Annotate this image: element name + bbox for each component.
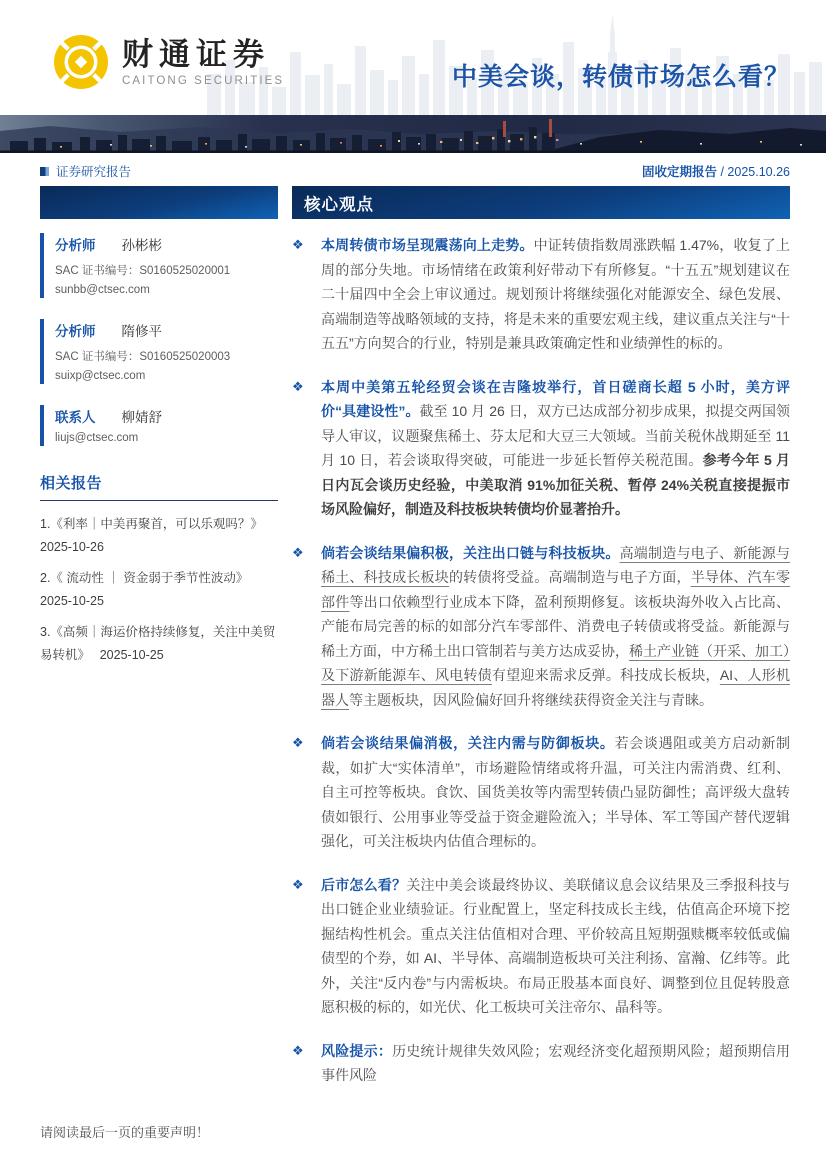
bullet-text — [321, 873, 790, 1020]
bullet-point — [292, 1039, 790, 1088]
text-segment-lead: 本周转债市场呈现震荡向上走势。 — [321, 237, 534, 253]
sidebar-header-bar — [40, 186, 278, 219]
bullet-text — [321, 541, 790, 713]
analyst-block — [40, 319, 278, 384]
analyst-block — [40, 233, 278, 298]
analyst-list — [40, 219, 278, 446]
main-content — [292, 186, 790, 1107]
logo-en: CAITONG SECURITIES — [122, 74, 285, 87]
text-segment-normal: 的转债将受益。高端制造与电子方面， — [448, 569, 691, 585]
bullet-text — [321, 731, 790, 854]
diamond-bullet-icon: ❖ — [292, 378, 304, 394]
logo-cn: 财通证券 — [122, 36, 270, 72]
content-columns — [40, 186, 790, 1107]
section-title: 核心观点 — [304, 195, 374, 214]
person-email: liujs@ctsec.com — [55, 432, 139, 444]
related-report-item: 3.《高频｜海运价格持续修复，关注中美贸易转机》 2025-10-25 — [40, 625, 276, 662]
coin-emblem-icon — [52, 33, 110, 91]
bullet-point — [292, 731, 790, 854]
text-segment-lead: 倘若会谈结果偏消极，关注内需与防御板块。 — [321, 735, 615, 751]
diamond-bullet-icon: ❖ — [292, 735, 304, 750]
analyst-block — [40, 405, 278, 446]
person-role: 联系人 — [55, 410, 96, 425]
person-row — [55, 406, 278, 426]
text-segment-normal: 若会谈遇阻或美方启动新制裁，如扩大“实体清单”，市场避险情绪或将升温，可关注内需消费、红利、自主可控等板块。食饮、国货美妆等内需型转债凸显防御性；高评级大盘转债如银行、公用事业等受益于资金避险流入；半导体、军工等国产替代逻辑强化，可关注板块内估值合理标的。 — [321, 735, 791, 849]
text-segment-underline: 半导体、汽车零部件 — [321, 569, 790, 610]
person-name: 隋修平 — [121, 324, 162, 339]
text-segment-lead: 倘若会谈结果偏积极，关注出口链与科技板块。 — [321, 544, 620, 561]
footer — [40, 1122, 209, 1141]
text-segment-normal: 等出口依赖型行业成本下降，盈利预期修复。该板块海外收入占比高、产能布局完善的标的如部分汽车零部件、消费电子转债或将受益。新能源与稀土方面，中方稀土出口管制若与美方达成妥协， — [321, 593, 790, 659]
meta-row — [40, 161, 790, 181]
related-reports — [40, 472, 278, 667]
text-segment-normal: 截至 10 月 26 日，双方已达成部分初步成果，拟提交两国领导人审议，议题聚焦稀土、芬太尼和大豆三大领域。当前关税休战期延至 11 月 10 日，若会谈取得突破，可能进一步延长暂停关税范围。 — [321, 403, 791, 468]
related-reports-list — [40, 501, 278, 667]
bullet-point — [292, 541, 790, 713]
bullet-point — [292, 375, 790, 522]
cityscape-banner-image — [0, 115, 826, 153]
related-reports-heading: 相关报告 — [40, 472, 278, 501]
person-role: 分析师 — [55, 324, 96, 339]
diamond-bullet-icon: ❖ — [292, 544, 304, 560]
text-segment-normal: 中证转债指数周涨跌幅 1.47%，收复了上周的部分失地。市场情绪在政策利好带动下有所修复。“十五五”规划建议在二十届四中全会上审议通过。规划预计将继续强化对能源安全、绿色发展、高端制造等战略领域的支持，将是未来的重要宏观主线，建议重点关注与“十五五”方向契合的行业，特别是兼具政策确定性和业绩弹性的标的。 — [321, 237, 791, 351]
person-email: sunbb@ctsec.com — [55, 284, 150, 296]
text-segment-bold: 参考今年 5 月日内瓦会谈历史经验，中美取消 91%加征关税、暂停 24%关税直接提振市场风险偏好，制造及科技板块转债均价显著抬升。 — [321, 452, 790, 517]
text-segment-normal: 等主题板块，因风险偏好回升将继续获得资金关注与青睐。 — [349, 691, 713, 708]
bullet-text — [321, 1039, 790, 1088]
text-segment-normal: 关注中美会谈最终协议、美联储议息会议结果及三季报科技与出口链企业业绩验证。行业配置上，坚定科技成长主线，估值高企环境下挖掘结构性机会。重点关注估值相对合理、平价较高且短期强赎概率较低或偏债型的个券，如 AI、半导体、高端制造板块可关注利扬、富瀚、亿纬等。此外，关注“反内卷”与内需板块。布局正股基本面良好、调整到位且促转股意愿积极的标的，如光伏、化工板块可关注帝尔、晶科等。 — [321, 876, 790, 1015]
bullet-list — [292, 219, 790, 1088]
text-segment-underline: AI、人形机器人 — [321, 667, 791, 708]
person-role: 分析师 — [55, 238, 96, 253]
sidebar — [40, 186, 278, 667]
related-report-item: 1.《利率｜中美再聚首，可以乐观吗？》 2025-10-26 — [40, 517, 263, 554]
bullet-text — [321, 375, 790, 522]
person-cert: SAC 证书编号：S0160525020001 — [55, 265, 231, 277]
person-name: 孙彬彬 — [121, 238, 162, 253]
related-report-item: 2.《 流动性 ｜ 资金弱于季节性波动》 2025-10-25 — [40, 571, 249, 608]
disclaimer-text: 请阅读最后一页的重要声明！ — [40, 1125, 210, 1140]
diamond-bullet-icon: ❖ — [292, 1042, 304, 1058]
report-category — [40, 162, 131, 180]
text-segment-normal: 有望迎来需求反弹。科技成长板块， — [491, 667, 720, 683]
person-row — [55, 234, 278, 254]
bullet-point — [292, 233, 790, 356]
report-title: 中美会谈，转债市场怎么看？ — [451, 63, 790, 91]
report-type: 固收定期报告 — [642, 165, 718, 179]
bullet-point — [292, 873, 790, 1020]
bullet-text — [321, 233, 790, 356]
person-name: 柳婧舒 — [121, 410, 162, 425]
text-segment-underline: 稀土产业链（开采、加工）及下游新能源车、风电转债 — [321, 642, 790, 683]
person-cert: SAC 证书编号：S0160525020003 — [55, 351, 231, 363]
report-type-date — [642, 162, 790, 180]
logo-text — [122, 38, 284, 87]
text-segment-normal: 历史统计规律失效风险；宏观经济变化超预期风险；超预期信用事件风险 — [321, 1042, 790, 1083]
section-header-bar — [292, 186, 790, 219]
diamond-bullet-icon: ❖ — [292, 237, 304, 252]
diamond-bullet-icon: ❖ — [292, 876, 304, 892]
square-bullet-icon — [40, 167, 49, 176]
report-date: / 2025.10.26 — [717, 165, 790, 179]
person-row — [55, 320, 278, 340]
text-segment-lead: 后市怎么看？ — [321, 876, 407, 893]
report-category-label: 证券研究报告 — [56, 165, 132, 179]
text-segment-underline: 高端制造与电子、新能源与稀土、科技成长板块 — [321, 544, 790, 585]
person-email: suixp@ctsec.com — [55, 370, 146, 382]
logo — [52, 33, 284, 91]
text-segment-lead: 本周中美第五轮经贸会谈在吉隆坡举行，首日磋商长超 5 小时，美方评价“具建设性”。 — [321, 378, 790, 419]
text-segment-lead: 风险提示： — [321, 1042, 393, 1059]
